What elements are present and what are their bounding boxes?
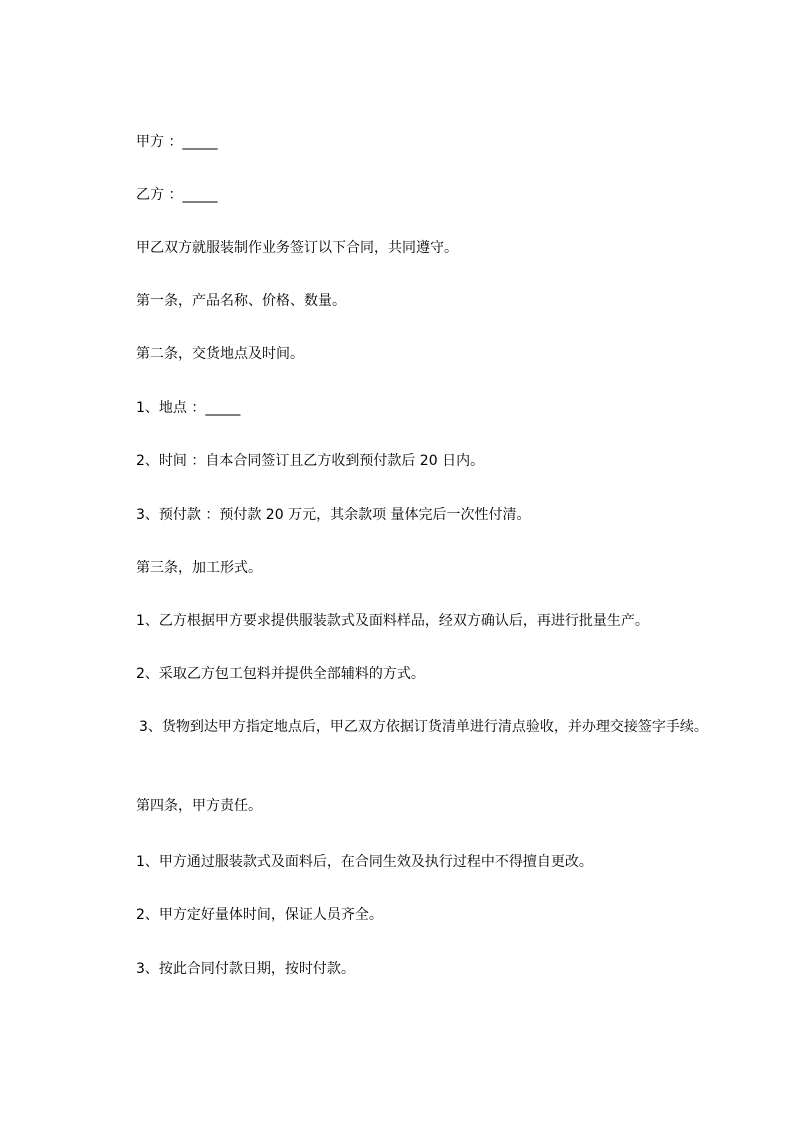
party-a-duty-3: 3、按此合同付款日期，按时付款。 bbox=[136, 961, 355, 977]
party-a-line: 甲方 ：_____ bbox=[136, 134, 218, 150]
processing-item-3: 3、货物到达甲方指定地点后，甲乙双方依据订货清单进行清点验收，并办理交接签字手续。 bbox=[139, 719, 708, 735]
intro-paragraph: 甲乙双方就服装制作业务签订以下合同，共同遵守。 bbox=[136, 240, 458, 256]
article-one-heading: 第一条，产品名称、价格、数量。 bbox=[136, 293, 346, 309]
party-b-line: 乙方 ：_____ bbox=[136, 187, 218, 203]
delivery-time-line: 2、时间 ：自本合同签订且乙方收到预付款后 20 日内。 bbox=[136, 453, 485, 469]
article-four-heading: 第四条，甲方责任。 bbox=[136, 798, 262, 814]
party-a-duty-2: 2、甲方定好量体时间，保证人员齐全。 bbox=[136, 907, 383, 923]
delivery-location-line: 1、地点 ：_____ bbox=[136, 400, 241, 416]
processing-item-1: 1、乙方根据甲方要求提供服装款式及面料样品，经双方确认后，再进行批量生产。 bbox=[136, 613, 649, 629]
processing-item-2: 2、采取乙方包工包料并提供全部辅料的方式。 bbox=[136, 666, 425, 682]
article-two-heading: 第二条，交货地点及时间。 bbox=[136, 346, 304, 362]
article-three-heading: 第三条，加工形式。 bbox=[136, 560, 262, 576]
party-a-duty-1: 1、甲方通过服装款式及面料后，在合同生效及执行过程中不得擅自更改。 bbox=[136, 854, 593, 870]
prepayment-line: 3、预付款 ：预付款 20 万元，其余款项 量体完后一次性付清。 bbox=[136, 507, 531, 523]
